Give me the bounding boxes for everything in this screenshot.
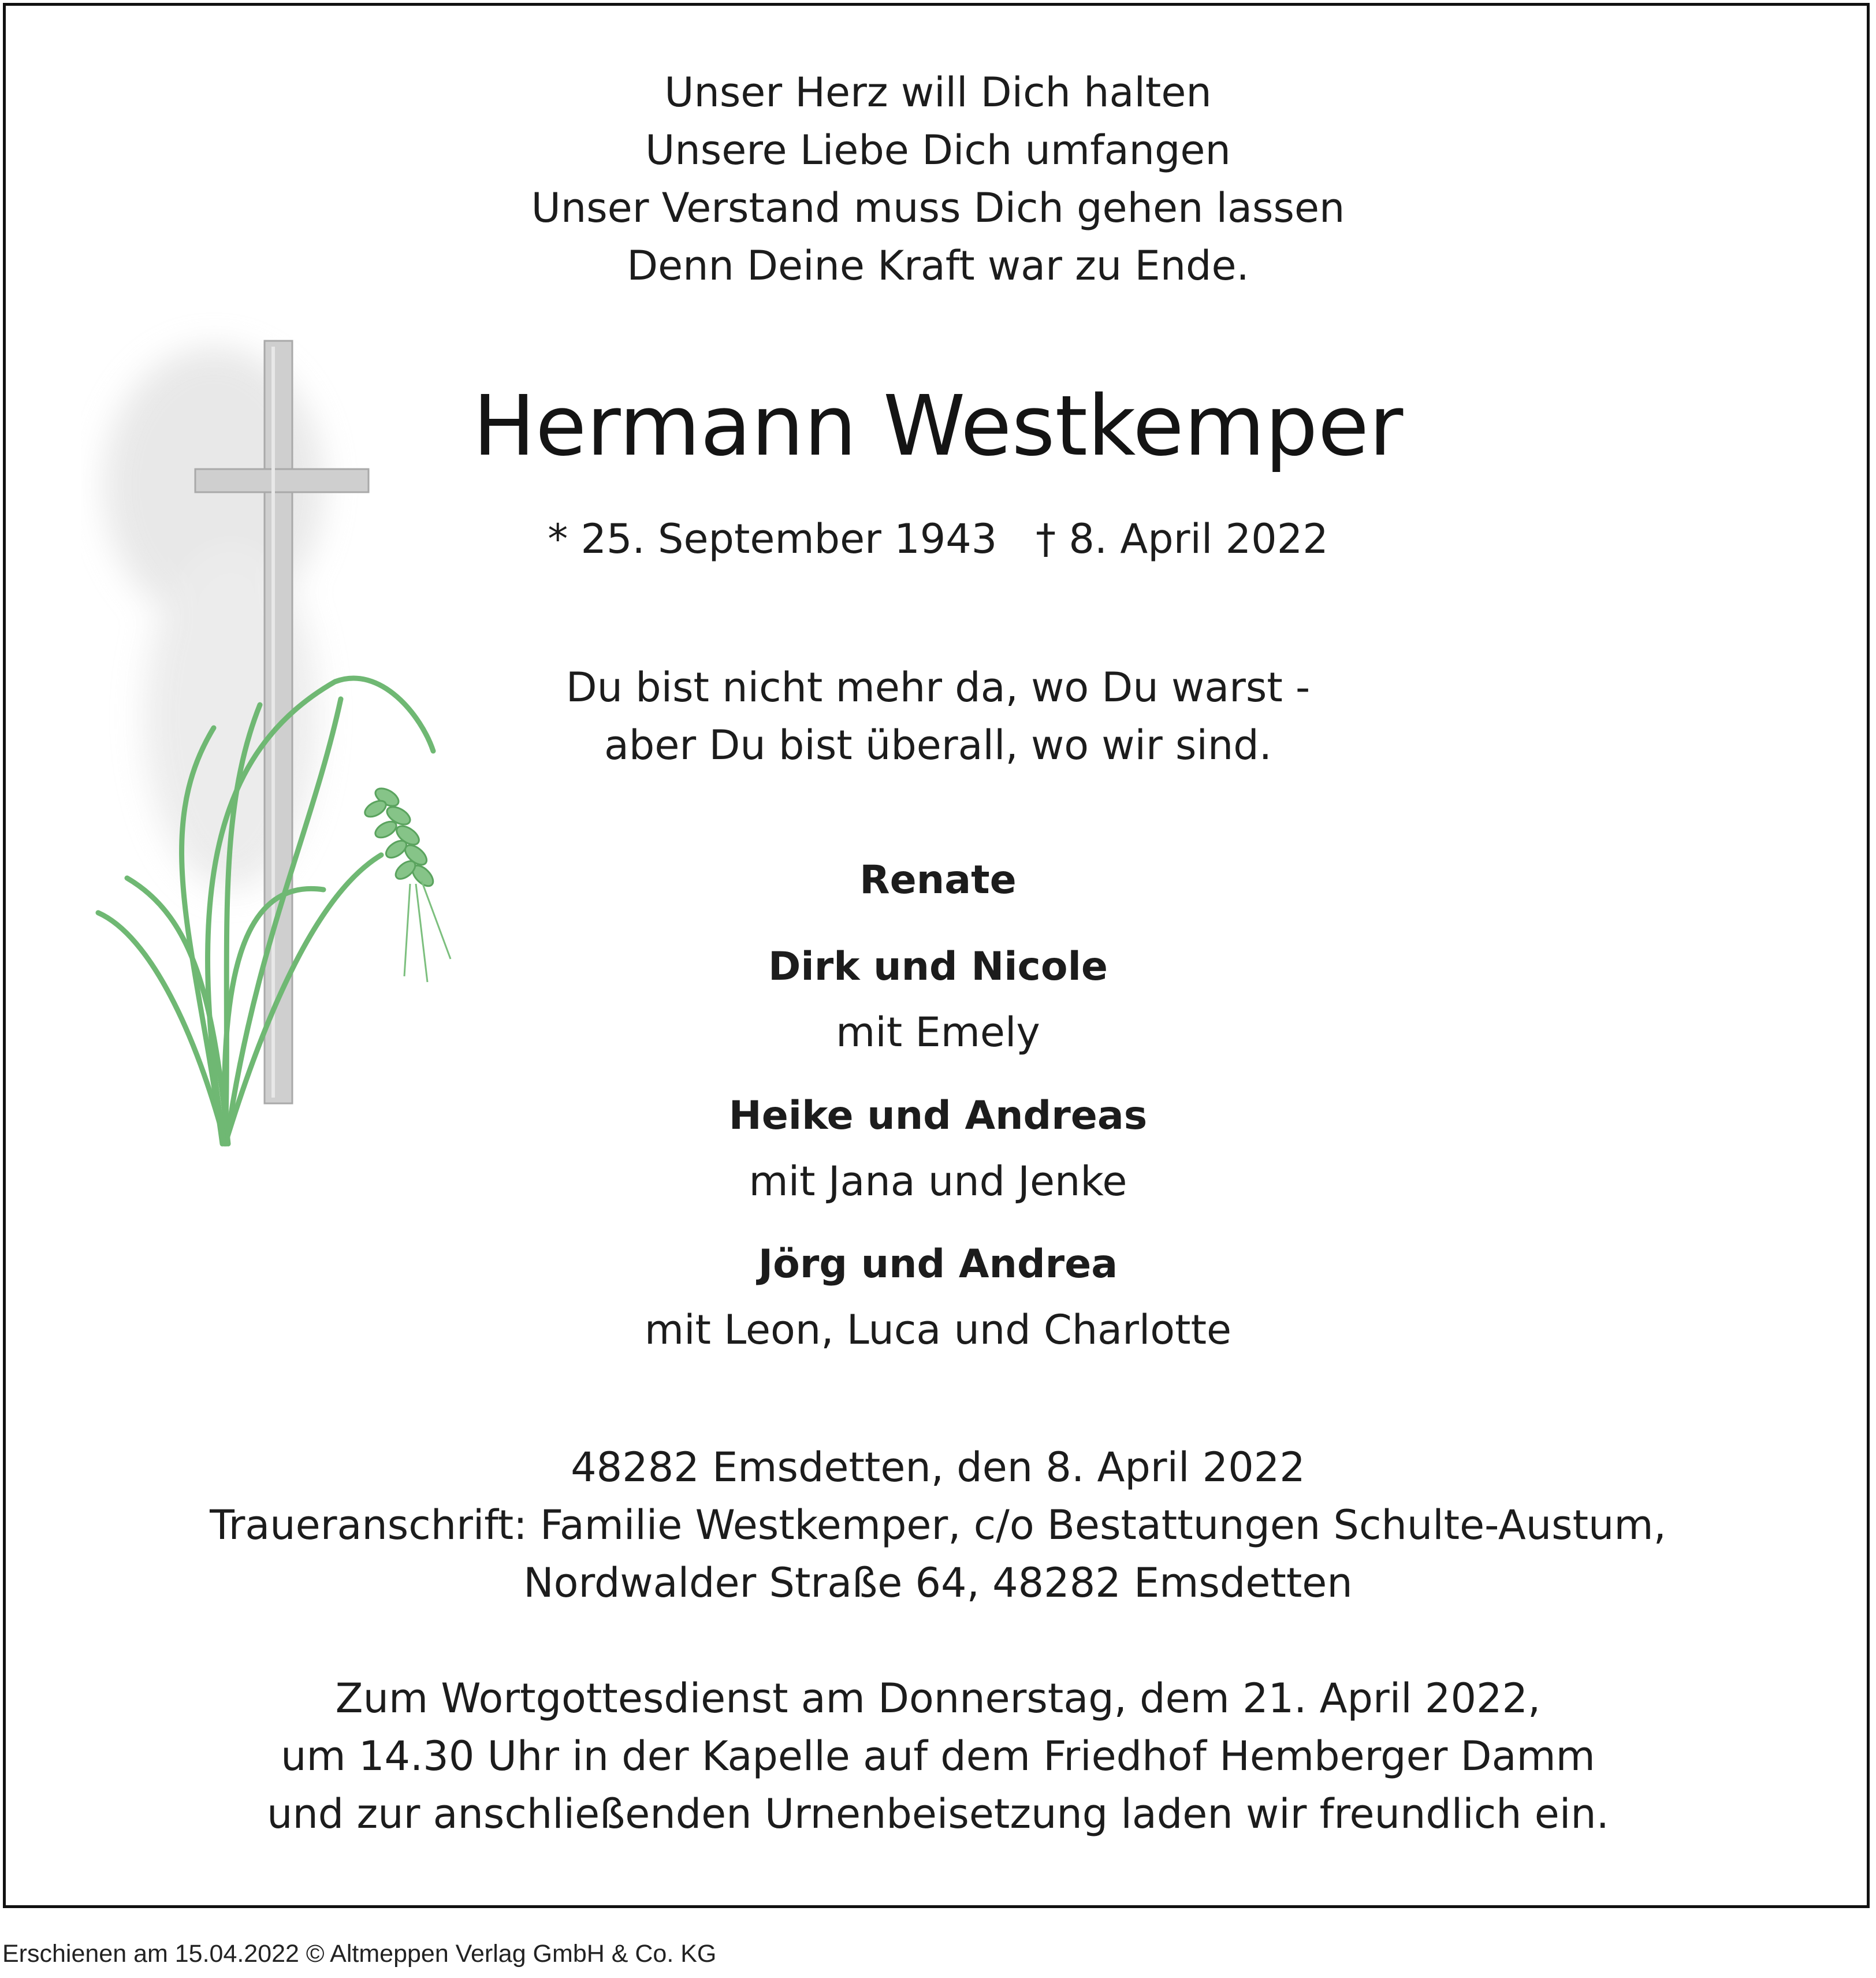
poem-line-3: Unser Verstand muss Dich gehen lassen — [531, 184, 1345, 232]
address-line-2: Traueranschrift: Familie Westkemper, c/o Bestattungen Schulte-Austum, — [210, 1501, 1666, 1549]
service-line-1: Zum Wortgottesdienst am Donnerstag, dem 21. April 2022, — [335, 1675, 1541, 1722]
mourner-children-2: mit Jana und Jenke — [749, 1158, 1127, 1205]
mourner-family-1: Dirk und Nicole — [768, 944, 1108, 990]
mourner-family-3: Jörg und Andrea — [758, 1241, 1118, 1287]
address-line-1: 48282 Emsdetten, den 8. April 2022 — [571, 1444, 1305, 1491]
quote-line-2: aber Du bist überall, wo wir sind. — [604, 722, 1272, 769]
address-line-3: Nordwalder Straße 64, 48282 Emsdetten — [523, 1559, 1353, 1607]
publication-footer: Erschienen am 15.04.2022 © Altmeppen Verlag GmbH & Co. KG — [2, 1940, 717, 1968]
poem-line-2: Unsere Liebe Dich umfangen — [645, 127, 1231, 174]
poem-line-1: Unser Herz will Dich halten — [664, 69, 1212, 116]
deceased-name: Hermann Westkemper — [472, 377, 1404, 474]
mourner-children-1: mit Emely — [836, 1009, 1040, 1056]
service-line-2: um 14.30 Uhr in der Kapelle auf dem Friedhof Hemberger Damm — [281, 1732, 1595, 1780]
mourner-children-3: mit Leon, Luca und Charlotte — [644, 1306, 1232, 1354]
life-dates: * 25. September 1943 † 8. April 2022 — [548, 515, 1328, 563]
service-line-3: und zur anschließenden Urnenbeisetzung laden wir freundlich ein. — [267, 1790, 1609, 1838]
mourner-family-2: Heike und Andreas — [728, 1093, 1148, 1139]
poem-line-4: Denn Deine Kraft war zu Ende. — [627, 242, 1249, 289]
mourner-spouse: Renate — [859, 857, 1017, 903]
quote-line-1: Du bist nicht mehr da, wo Du warst - — [565, 664, 1311, 711]
